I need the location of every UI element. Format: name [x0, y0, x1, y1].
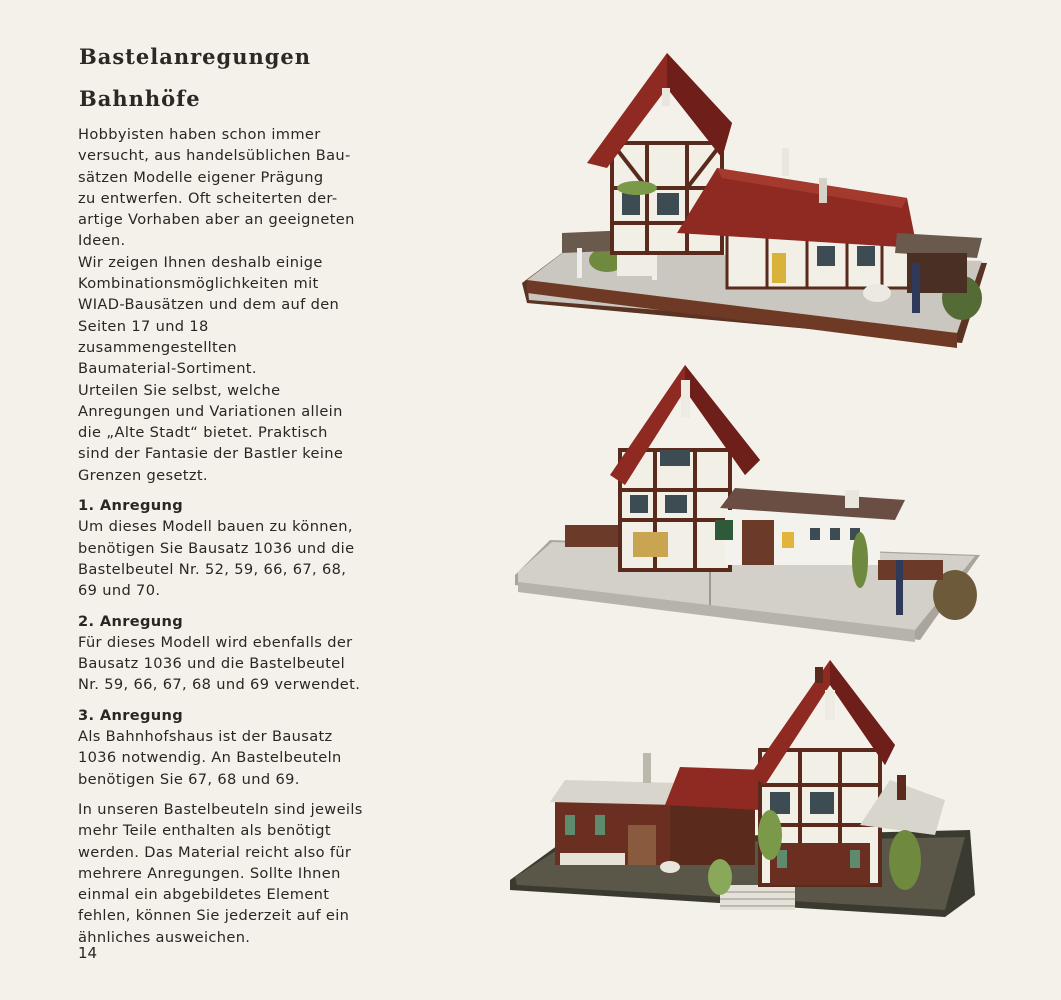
page-title: Bastelanregungen: [79, 44, 312, 69]
text-line: die „Alte Stadt“ bietet. Praktisch: [78, 424, 328, 442]
text-line: 1036 notwendig. An Bastelbeuteln: [78, 749, 342, 767]
text-line: benötigen Sie 67, 68 und 69.: [78, 770, 300, 788]
text-line: zu entwerfen. Oft scheiterten der-: [78, 189, 338, 207]
station-model-photo-1: [517, 48, 997, 358]
text-line: Bausatz 1036 und die Bastelbeutel: [78, 655, 345, 673]
text-line: sind der Fantasie der Bastler keine: [78, 445, 344, 463]
station-model-photo-3: [505, 655, 980, 925]
closing-paragraph: [78, 799, 368, 948]
text-line: Seiten 17 und 18 zusammengestellten: [78, 317, 238, 356]
text-line: Wir zeigen Ihnen deshalb einige: [78, 253, 323, 271]
text-line: Anregungen und Variationen allein: [78, 402, 343, 420]
text-line: Um dieses Modell bauen zu können,: [78, 518, 353, 536]
suggestion-heading: 1. Anregung: [78, 497, 184, 515]
suggestion-2: [78, 611, 368, 696]
text-line: versucht, aus handelsüblichen Bau-: [78, 147, 351, 165]
suggestion-heading: 3. Anregung: [78, 706, 184, 724]
text-line: Bastelbeutel Nr. 52, 59, 66, 67, 68,: [78, 560, 347, 578]
text-line: Kombinationsmöglichkeiten mit: [78, 275, 319, 293]
text-line: Urteilen Sie selbst, welche: [78, 381, 281, 399]
page-number: 14: [78, 944, 98, 962]
text-line: Baumaterial-Sortiment.: [78, 360, 257, 378]
suggestion-3: [78, 705, 368, 790]
text-line: Als Bahnhofshaus ist der Bausatz: [78, 728, 333, 746]
text-line: 69 und 70.: [78, 582, 161, 600]
station-model-photo-2: [510, 360, 985, 650]
text-line: sätzen Modelle eigener Prägung: [78, 168, 324, 186]
text-line: fehlen, können Sie jederzeit auf ein: [78, 907, 350, 925]
text-line: Grenzen gesetzt.: [78, 466, 208, 484]
suggestion-1: [78, 495, 368, 601]
text-line: Nr. 59, 66, 67, 68 und 69 verwendet.: [78, 676, 361, 694]
text-line: In unseren Bastelbeuteln sind jeweils: [78, 800, 363, 818]
text-line: werden. Das Material reicht also für: [78, 843, 352, 861]
text-line: einmal ein abgebildetes Element: [78, 886, 330, 904]
text-line: benötigen Sie Bausatz 1036 und die: [78, 539, 355, 557]
text-line: Ideen.: [78, 232, 126, 250]
page-subtitle: Bahnhöfe: [79, 86, 201, 111]
suggestion-heading: 2. Anregung: [78, 612, 184, 630]
text-line: WIAD-Bausätzen und dem auf den: [78, 296, 340, 314]
text-line: mehrere Anregungen. Sollte Ihnen: [78, 864, 341, 882]
text-line: Für dieses Modell wird ebenfalls der: [78, 633, 353, 651]
intro-paragraph: [78, 124, 368, 486]
text-column: [78, 124, 368, 948]
text-line: Hobbyisten haben schon immer: [78, 126, 321, 143]
text-line: artige Vorhaben aber an geeigneten: [78, 211, 355, 229]
text-line: mehr Teile enthalten als benötigt: [78, 822, 331, 840]
text-line: ähnliches ausweichen.: [78, 928, 251, 946]
